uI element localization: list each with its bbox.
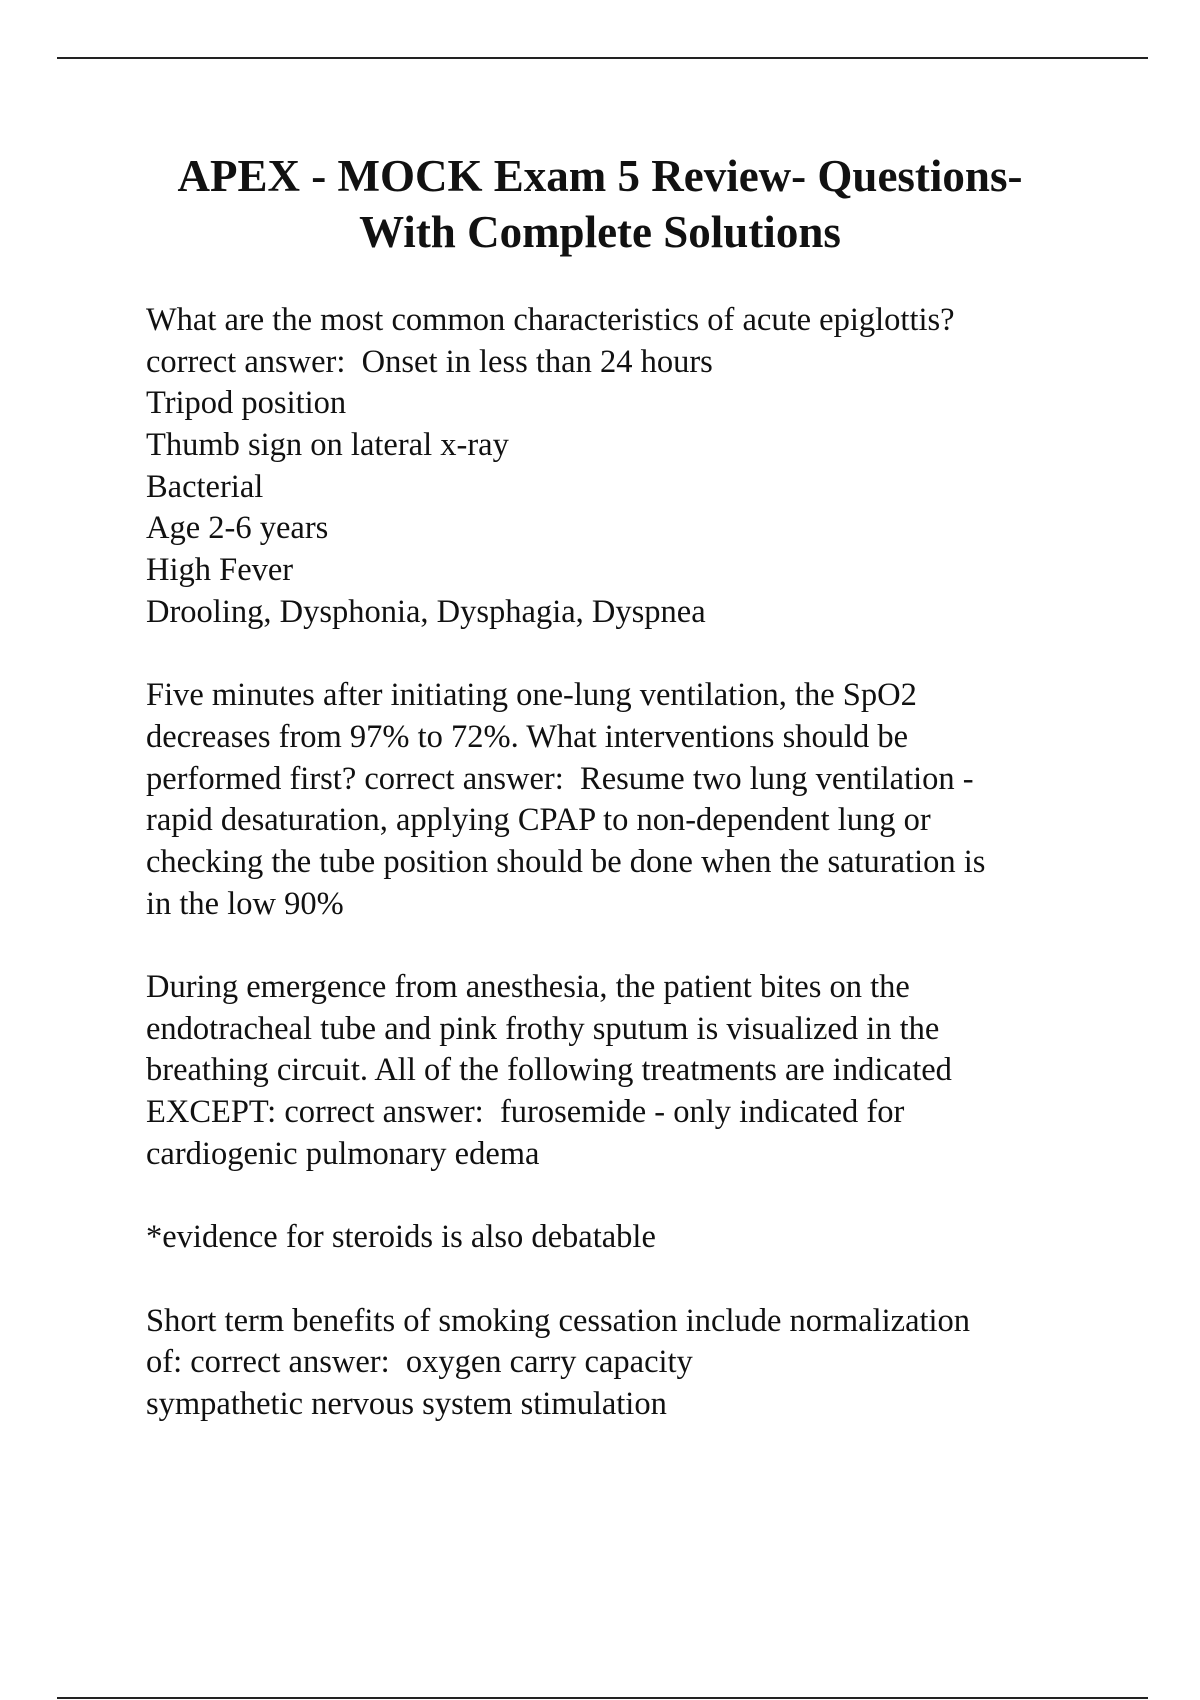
blank-line [146, 925, 1146, 967]
body-line: endotracheal tube and pink frothy sputum is visualized in the [146, 1010, 940, 1047]
document-body [146, 300, 1146, 1426]
body-line: High Fever [146, 552, 294, 589]
body-line: Thumb sign on lateral x-ray [146, 427, 509, 464]
body-line: Age 2-6 years [146, 510, 329, 547]
body-line: correct answer: Onset in less than 24 hours [146, 343, 713, 380]
body-line: Tripod position [146, 385, 347, 422]
body-line: decreases from 97% to 72%. What interventions should be [146, 718, 909, 755]
body-line: *evidence for steroids is also debatable [146, 1219, 656, 1256]
body-line: Bacterial [146, 468, 264, 505]
blank-line [146, 634, 1146, 676]
body-line: Drooling, Dysphonia, Dysphagia, Dyspnea [146, 593, 706, 630]
body-line: in the low 90% [146, 885, 344, 922]
body-line: During emergence from anesthesia, the patient bites on the [146, 969, 910, 1005]
body-line: of: correct answer: oxygen carry capacity [146, 1344, 693, 1381]
body-line: breathing circuit. All of the following treatments are indicated [146, 1052, 952, 1089]
title-line: APEX - MOCK Exam 5 Review- Questions- [177, 151, 1023, 201]
body-line: Five minutes after initiating one-lung ventilation, the SpO2 [146, 677, 917, 714]
body-line: EXCEPT: correct answer: furosemide - only indicated for [146, 1094, 905, 1131]
body-line: cardiogenic pulmonary edema [146, 1135, 540, 1172]
blank-line [146, 1259, 1146, 1301]
body-line: What are the most common characteristics of acute epiglottis? [146, 302, 955, 338]
body-line: Short term benefits of smoking cessation include normalization [146, 1302, 971, 1339]
body-line: checking the tube position should be done when the saturation is [146, 843, 986, 880]
header-rule [57, 57, 1148, 59]
title-line: With Complete Solutions [359, 207, 841, 257]
page-title [0, 148, 1200, 260]
body-line: rapid desaturation, applying CPAP to non-dependent lung or [146, 802, 931, 839]
body-line: performed first? correct answer: Resume two lung ventilation - [146, 760, 974, 797]
blank-line [146, 1175, 1146, 1217]
footer-rule [57, 1697, 1148, 1699]
body-line: sympathetic nervous system stimulation [146, 1385, 667, 1422]
